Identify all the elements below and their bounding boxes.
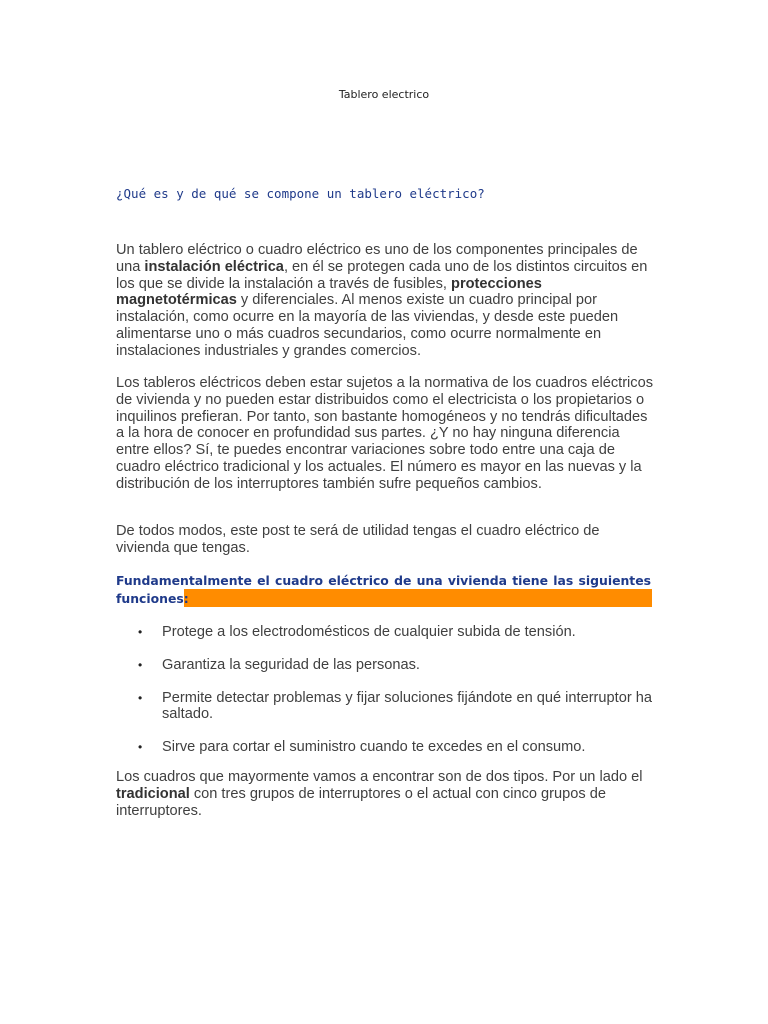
list-item bbox=[116, 624, 656, 641]
intro-text-1: Un tablero eléctrico o cuadro eléctrico es uno de los componentes principales de una bbox=[116, 242, 638, 275]
bullet-icon: • bbox=[138, 690, 143, 705]
term-tradicional: tradicional bbox=[116, 785, 190, 802]
types-text-2: con tres grupos de interruptores o el actual con cinco grupos de interruptores. bbox=[116, 785, 606, 819]
term-protecciones-magnetotermicas: protecciones magnetotérmicas bbox=[116, 275, 542, 309]
document-title: Tablero electrico bbox=[338, 88, 430, 101]
paragraph-regulation bbox=[116, 375, 656, 493]
intro-text-3: y diferenciales. Al menos existe un cuadro principal por instalación, como ocurre en la mayoría de las viviendas, y desde este pueden alimentarse uno o más cuadros secundarios, como ocurre normalmente en instalaciones industriales y grandes comercios. bbox=[116, 292, 619, 359]
list-item-text: Protege a los electrodomésticos de cualquier subida de tensión. bbox=[162, 624, 576, 640]
bullet-icon: • bbox=[138, 625, 143, 639]
list-item bbox=[116, 739, 656, 756]
types-text-1: Los cuadros que mayormente vamos a encontrar son de dos tipos. Por un lado el bbox=[116, 769, 643, 785]
list-item-text: Garantiza la seguridad de las personas. bbox=[162, 656, 420, 673]
list-item bbox=[116, 657, 656, 674]
bullet-icon: • bbox=[138, 740, 143, 755]
paragraph-intro bbox=[116, 242, 656, 360]
list-item-text: Sirve para cortar el suministro cuando te excedes en el consumo. bbox=[162, 739, 586, 756]
paragraph-utility bbox=[116, 523, 656, 557]
intro-text-2: , en él se protegen cada uno de los distintos circuitos en los que se divide la instalación a través de fusibles, bbox=[116, 258, 648, 292]
term-instalacion-electrica: instalación eléctrica bbox=[144, 258, 284, 275]
bullet-icon: • bbox=[138, 657, 143, 672]
section-heading: ¿Qué es y de qué se compone un tablero eléctrico? bbox=[116, 186, 485, 201]
paragraph-types bbox=[116, 769, 656, 819]
regulation-text: Los tableros eléctricos deben estar sujetos a la normativa de los cuadros eléctricos de vivienda y no pueden estar distribuidos como el electricista o los propietarios o inquilinos prefieran. Por tanto, son bastante homogéneos y no tendrás dificultades a la hora de conocer en profundidad sus partes. ¿Y no hay ninguna diferencia entre ellos? Sí, te puedes encontrar variaciones sobre todo entre una caja de cuadro eléctrico tradicional y los actuales. El número es mayor en las nuevas y la distribución de los interruptores también sufre pequeños cambios. bbox=[116, 375, 654, 492]
functions-list bbox=[116, 624, 656, 756]
functions-heading: Fundamentalmente el cuadro eléctrico de una vivienda tiene las siguientes funciones: bbox=[116, 573, 651, 606]
list-item-text: Permite detectar problemas y fijar soluciones fijándote en qué interruptor ha saltado. bbox=[162, 689, 652, 723]
utility-text: De todos modos, este post te será de utilidad tengas el cuadro eléctrico de vivienda que tengas. bbox=[116, 523, 600, 556]
list-item bbox=[116, 690, 656, 724]
